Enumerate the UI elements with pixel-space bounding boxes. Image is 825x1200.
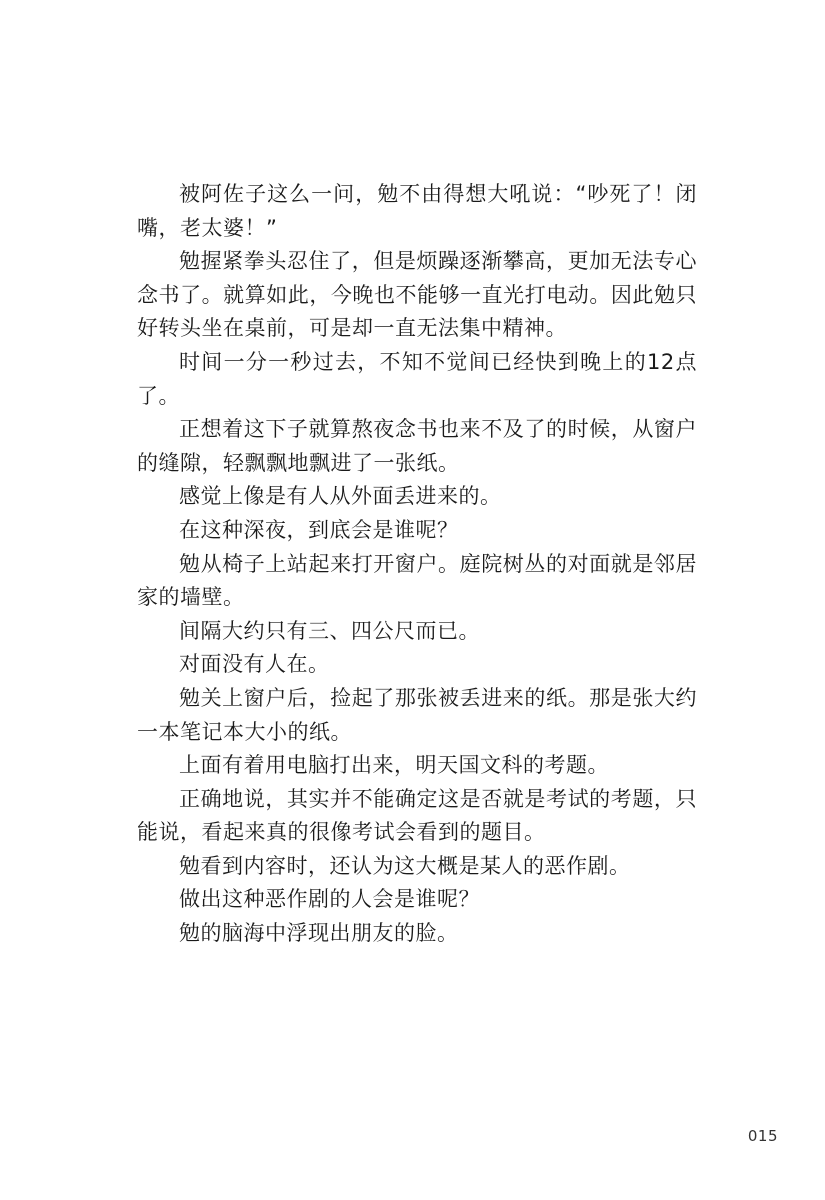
paragraph: 正想着这下子就算熬夜念书也来不及了的时候，从窗户的缝隙，轻飘飘地飘进了一张纸。 — [137, 417, 697, 475]
paragraph: 勉的脑海中浮现出朋友的脸。 — [179, 921, 459, 946]
paragraph: 被阿佐子这么一问，勉不由得想大吼说：“吵死了！闭嘴，老太婆！” — [137, 182, 697, 240]
paragraph: 时间一分一秒过去，不知不觉间已经快到晚上的12点了。 — [137, 349, 697, 408]
paragraph: 正确地说，其实并不能确定这是否就是考试的考题，只能说，看起来真的很像考试会看到的题目。 — [137, 786, 697, 845]
page-number: 015 — [747, 1127, 778, 1145]
paragraph: 感觉上像是有人从外面丢进来的。 — [179, 484, 502, 509]
paragraph: 勉看到内容时，还认为这大概是某人的恶作剧。 — [179, 853, 631, 878]
paragraph: 勉关上窗户后，捡起了那张被丢进来的纸。那是张大约一本笔记本大小的纸。 — [137, 685, 697, 744]
paragraph: 间隔大约只有三、四公尺而已。 — [179, 618, 480, 643]
paragraph: 勉握紧拳头忍住了，但是烦躁逐渐攀高，更加无法专心念书了。就算如此，今晚也不能够一直光打电动。因此勉只好转头坐在桌前，可是却一直无法集中精神。 — [137, 249, 697, 341]
paragraph: 上面有着用电脑打出来，明天国文科的考题。 — [179, 753, 609, 778]
body-text — [137, 178, 697, 951]
paragraph: 勉从椅子上站起来打开窗户。庭院树丛的对面就是邻居家的墙壁。 — [137, 551, 697, 610]
paragraph: 做出这种恶作剧的人会是谁呢？ — [179, 887, 480, 912]
paragraph: 在这种深夜，到底会是谁呢？ — [179, 517, 459, 542]
paragraph: 对面没有人在。 — [179, 652, 330, 677]
